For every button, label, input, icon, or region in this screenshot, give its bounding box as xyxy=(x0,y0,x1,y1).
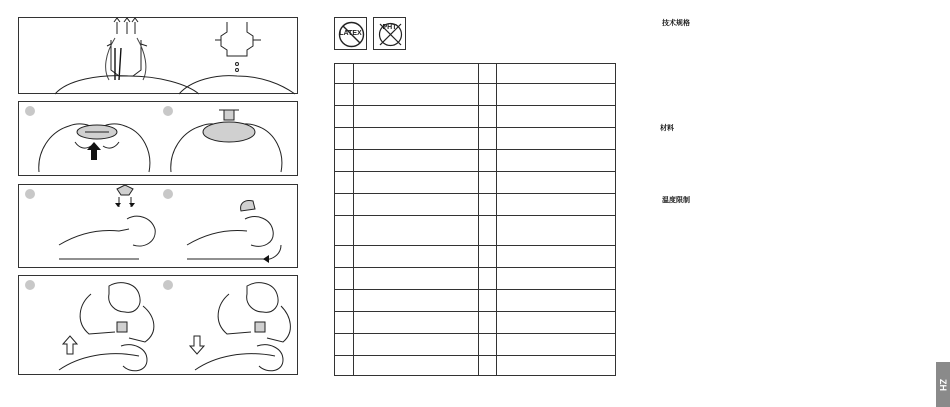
spec-table-cell xyxy=(479,312,497,334)
patient-positioning-illustration xyxy=(19,185,299,269)
materials-heading: 材料 xyxy=(660,124,674,132)
spec-table-cell xyxy=(497,194,616,216)
illustration-panel-positioning xyxy=(18,184,298,268)
spec-table-cell xyxy=(497,172,616,194)
spec-table-cell xyxy=(335,268,354,290)
spec-table-row xyxy=(335,290,616,312)
spec-table-cell xyxy=(497,84,616,106)
language-tab-label: ZH xyxy=(938,378,948,391)
spec-table-cell xyxy=(354,84,479,106)
spec-table-row xyxy=(335,246,616,268)
spec-table-cell xyxy=(335,290,354,312)
spec-table-cell xyxy=(354,356,479,376)
spec-table-cell xyxy=(479,290,497,312)
latex-label: LATEX xyxy=(339,30,362,37)
spec-table-cell xyxy=(354,150,479,172)
spec-table-row xyxy=(335,150,616,172)
spec-table-cell xyxy=(335,64,354,84)
spec-table-cell xyxy=(354,64,479,84)
spec-table-cell xyxy=(354,246,479,268)
spec-table-row xyxy=(335,172,616,194)
spec-table-cell xyxy=(335,216,354,246)
spec-table-row xyxy=(335,106,616,128)
temperature-limits-heading: 温度限制 xyxy=(662,196,690,204)
spec-table-cell xyxy=(335,172,354,194)
spec-table-cell xyxy=(335,246,354,268)
spec-table-cell xyxy=(354,290,479,312)
illustration-panel-shaping xyxy=(18,101,298,176)
spec-table-cell xyxy=(354,334,479,356)
spec-table-cell xyxy=(479,356,497,376)
spec-table-cell xyxy=(479,106,497,128)
spec-table-cell xyxy=(497,356,616,376)
spec-table-cell xyxy=(354,106,479,128)
spec-table-row xyxy=(335,216,616,246)
illustration-panel-assembly xyxy=(18,17,298,94)
spec-table-cell xyxy=(335,312,354,334)
spec-table-cell xyxy=(479,216,497,246)
spec-table-cell xyxy=(354,194,479,216)
spec-table-cell xyxy=(497,312,616,334)
spec-table-cell xyxy=(354,172,479,194)
spec-table-cell xyxy=(354,268,479,290)
spec-table-cell xyxy=(497,128,616,150)
spec-table-cell xyxy=(335,334,354,356)
spec-table-cell xyxy=(335,194,354,216)
spec-table-cell xyxy=(479,246,497,268)
spec-table-row xyxy=(335,356,616,376)
spec-table-row xyxy=(335,64,616,84)
spec-table-cell xyxy=(354,312,479,334)
spec-table-cell xyxy=(479,64,497,84)
spec-table-row xyxy=(335,268,616,290)
language-tab xyxy=(936,362,950,407)
spec-table-cell xyxy=(335,150,354,172)
spec-table-cell xyxy=(479,128,497,150)
latex-free-icon xyxy=(334,17,367,50)
spec-table-cell xyxy=(335,356,354,376)
spec-table-cell xyxy=(497,216,616,246)
technical-specs-heading: 技术规格 xyxy=(662,19,690,27)
spec-table-cell xyxy=(354,128,479,150)
spec-table-cell xyxy=(479,194,497,216)
spec-table-row xyxy=(335,334,616,356)
spec-table-cell xyxy=(479,172,497,194)
spec-table-cell xyxy=(479,268,497,290)
spec-table-cell xyxy=(497,106,616,128)
material-warning-icons xyxy=(334,17,406,50)
spec-table-row xyxy=(335,312,616,334)
spec-table-row xyxy=(335,128,616,150)
ventilation-illustration xyxy=(19,276,299,376)
spec-table-row xyxy=(335,194,616,216)
spec-table-cell xyxy=(479,334,497,356)
spec-table-cell xyxy=(497,268,616,290)
spec-table-cell xyxy=(335,106,354,128)
spec-table-cell xyxy=(479,84,497,106)
spec-table-cell xyxy=(335,128,354,150)
spec-table-cell xyxy=(479,150,497,172)
spec-table-cell xyxy=(497,334,616,356)
spec-table-cell xyxy=(497,64,616,84)
illustration-panel-ventilation xyxy=(18,275,298,375)
spec-table-cell xyxy=(497,246,616,268)
spec-table-cell xyxy=(354,216,479,246)
spec-table-cell xyxy=(497,290,616,312)
specification-table xyxy=(334,63,616,376)
pht-free-icon xyxy=(373,17,406,50)
spec-table-row xyxy=(335,84,616,106)
pht-label: PHT xyxy=(382,24,397,31)
mask-assembly-illustration xyxy=(19,18,299,95)
spec-table-cell xyxy=(335,84,354,106)
spec-table-cell xyxy=(497,150,616,172)
mask-shaping-illustration xyxy=(19,102,299,177)
